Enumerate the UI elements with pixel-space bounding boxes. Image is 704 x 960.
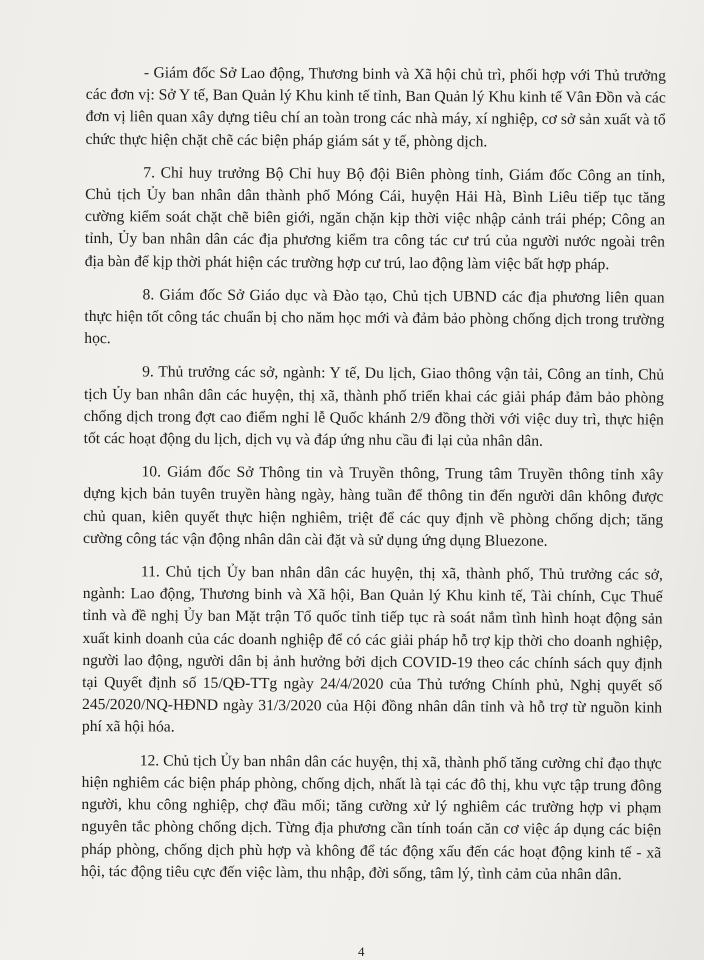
paragraph-item-8: 8. Giám đốc Sở Giáo dục và Đào tạo, Chủ tịch UBND các địa phương liên quan thực hiện tốt công tác chuẩn bị cho năm học mới và đảm bảo phòng chống dịch trong trường học. (84, 286, 665, 348)
paragraph-item-7: 7. Chỉ huy trưởng Bộ Chỉ huy Bộ đội Biên phòng tỉnh, Giám đốc Công an tỉnh, Chủ tịch Ủy ban nhân dân thành phố Móng Cái, huyện Hải Hà, Bình Liêu tiếp tục tăng cường kiểm soát chặt chẽ biên giới, ngăn chặn kịp thời việc nhập cảnh trái phép; Công an tỉnh, Ủy ban nhân dân các địa phương kiểm tra công tác cư trú của người nước ngoài trên địa bàn để kịp thời phát hiện các trường hợp cư trú, lao động làm việc bất hợp pháp. (84, 164, 666, 273)
paragraph-item-9: 9. Thủ trưởng các sở, ngành: Y tế, Du lịch, Giao thông vận tải, Công an tỉnh, Chủ tịch Ủy ban nhân dân các huyện, thị xã, thành phố triển khai các giải pháp đảm bảo phòng chống dịch trong đợt cao điểm nghỉ lễ Quốc khánh 2/9 đồng thời với việc duy trì, thực hiện tốt các hoạt động du lịch, dịch vụ và đáp ứng nhu cầu đi lại của nhân dân. (83, 363, 665, 450)
document-body (81, 62, 666, 897)
paragraph-item-12: 12. Chủ tịch Ủy ban nhân dân các huyện, thị xã, thành phố tăng cường chỉ đạo thực hiện nghiêm các biện pháp phòng, chống dịch, nhất là tại các đô thị, khu vực tập trung đông người, khu công nghiệp, chợ đầu mối; tăng cường xử lý nghiêm các trường hợp vi phạm nguyên tắc phòng chống dịch. Từng địa phương cần tính toán căn cơ việc áp dụng các biện pháp phòng, chống dịch phù hợp và không để tác động xấu đến các hoạt động kinh tế - xã hội, tác động tiêu cực đến việc làm, thu nhập, đời sống, tâm lý, tình cảm của nhân dân. (81, 752, 662, 883)
paragraph-labor-directive: - Giám đốc Sở Lao động, Thương binh và Xã hội chủ trì, phối hợp với Thủ trưởng các đơn vị: Sở Y tế, Ban Quản lý Khu kinh tế tỉnh, Ban Quản lý Khu kinh tế Vân Đồn và các đơn vị liên quan xây dựng tiêu chí an toàn trong các nhà máy, xí nghiệp, cơ sở sản xuất và tổ chức thực hiện chặt chẽ các biện pháp giám sát y tế, phòng dịch. (85, 64, 666, 151)
paragraph-item-10: 10. Giám đốc Sở Thông tin và Truyền thông, Trung tâm Truyền thông tỉnh xây dựng kịch bản tuyên truyền hàng ngày, hàng tuần để thông tin đến người dân không được chủ quan, kiên quyết thực hiện nghiêm, triệt để các quy định về phòng chống dịch; tăng cường công tác vận động nhân dân cài đặt và sử dụng ứng dụng Bluezone. (83, 463, 664, 550)
paragraph-item-11: 11. Chủ tịch Ủy ban nhân dân các huyện, thị xã, thành phố, Thủ trưởng các sở, ngành: Lao động, Thương binh và Xã hội, Ban Quản lý Khu kinh tế, Tài chính, Cục Thuế tỉnh và đề nghị Ủy ban Mặt trận Tổ quốc tỉnh tiếp tục rà soát nắm tình hình hoạt động sản xuất kinh doanh của các doanh nghiệp để có các giải pháp hỗ trợ kịp thời cho doanh nghiệp, người lao động, người dân bị ảnh hưởng bởi dịch COVID-19 theo các chính sách quy định tại Quyết định số 15/QĐ-TTg ngày 24/4/2020 của Thủ tướng Chính phủ, Nghị quyết số 245/2020/NQ-HĐND ngày 31/3/2020 của Hội đồng nhân dân tỉnh và hỗ trợ từ nguồn kinh phí xã hội hóa. (81, 563, 663, 737)
page-number: 4 (358, 944, 365, 959)
